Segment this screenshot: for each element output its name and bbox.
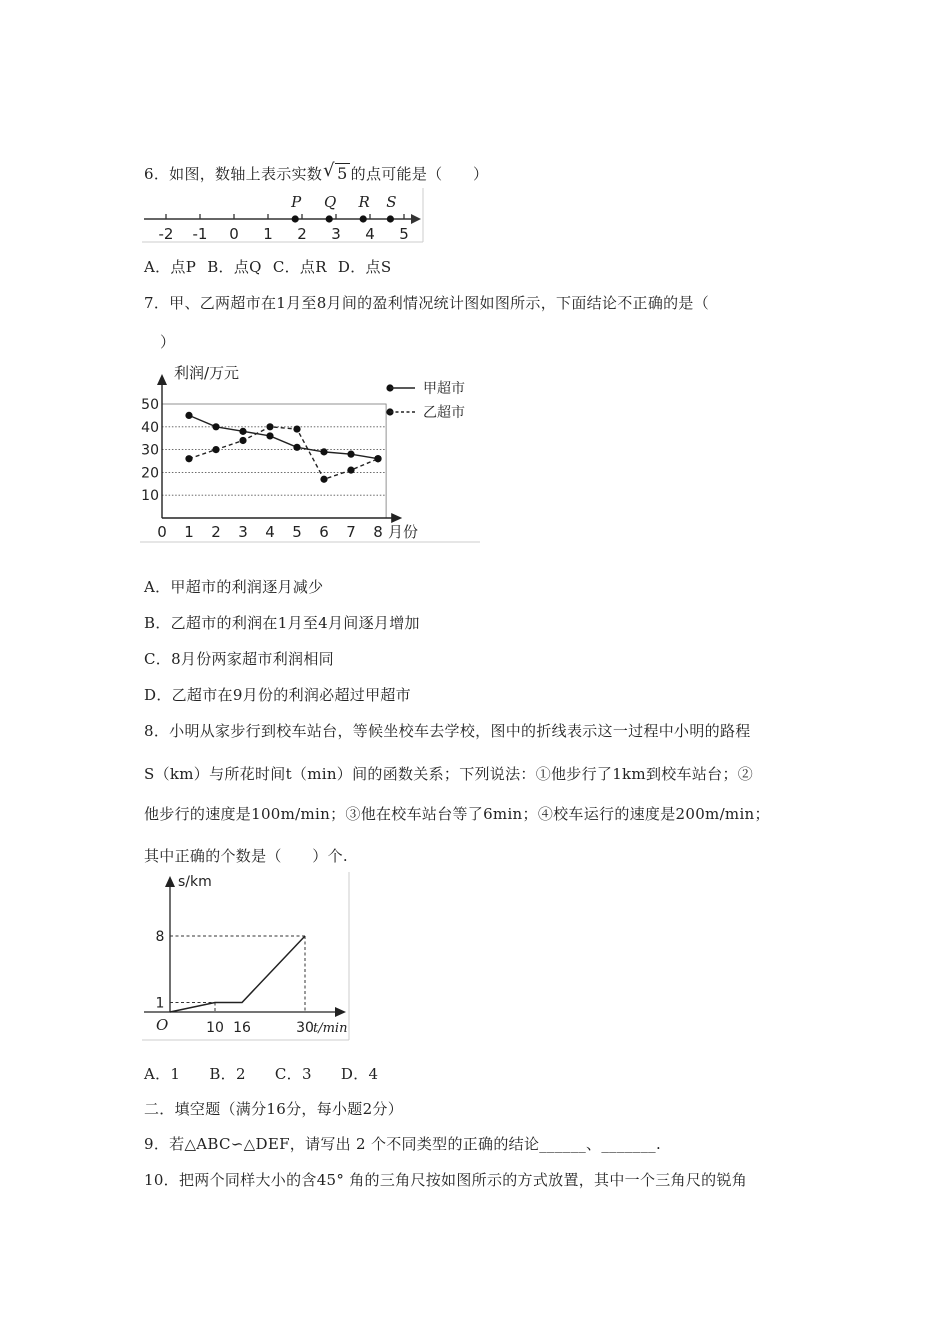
x-tick-label: 4 bbox=[265, 523, 275, 541]
q7-option-b[interactable]: B．乙超市的利润在1月至4月间逐月增加 bbox=[144, 614, 420, 632]
number-line-tick-label: 3 bbox=[331, 225, 341, 243]
graph-polyline bbox=[170, 936, 305, 1012]
chart-legend bbox=[386, 380, 465, 421]
series-point bbox=[212, 446, 219, 453]
series-point bbox=[185, 412, 192, 419]
q6-stem bbox=[144, 160, 489, 184]
q8-option-a[interactable]: A．1 bbox=[144, 1065, 181, 1083]
y-axis-arrow bbox=[157, 374, 167, 385]
graph-x-label: t/min bbox=[313, 1021, 348, 1036]
chart-gridlines bbox=[162, 404, 386, 518]
number-line-tick-label: 5 bbox=[399, 225, 409, 243]
legend-label: 乙超市 bbox=[423, 405, 465, 421]
series-point bbox=[320, 448, 327, 455]
q9-stem: 9．若△ABC∽△DEF，请写出 2 个不同类型的正确的结论______、_______. bbox=[144, 1135, 662, 1153]
series-point bbox=[239, 437, 246, 444]
chart-axes bbox=[157, 374, 402, 523]
q8-option-b[interactable]: B．2 bbox=[209, 1065, 246, 1083]
chart-tick-labels bbox=[141, 364, 418, 541]
series-point bbox=[185, 455, 192, 462]
graph-x-tick: 16 bbox=[233, 1020, 251, 1036]
x-tick-label: 6 bbox=[319, 523, 329, 541]
series-point bbox=[320, 476, 327, 483]
number-line-point-P bbox=[292, 215, 299, 222]
q6-options bbox=[144, 256, 397, 277]
graph-origin-label: O bbox=[156, 1016, 169, 1034]
graph-y-tick: 8 bbox=[155, 929, 165, 945]
distance-time-graph bbox=[140, 870, 355, 1042]
number-line-point-R bbox=[360, 215, 367, 222]
y-tick-label: 40 bbox=[141, 419, 159, 436]
q7-stem-line1: 7．甲、乙两超市在1月至8月间的盈利情况统计图如图所示，下面结论不正确的是（ bbox=[144, 294, 710, 312]
q6-prefix: 6．如图，数轴上表示实数 bbox=[144, 165, 323, 183]
profit-line-chart bbox=[140, 358, 490, 548]
distance-polyline bbox=[170, 936, 305, 1012]
q8-options bbox=[144, 1063, 378, 1084]
x-tick-label: 8 bbox=[373, 523, 383, 541]
x-tick-label: 7 bbox=[346, 523, 356, 541]
q8-stem-line2: S（km）与所花时间t（min）间的函数关系；下列说法：①他步行了1km到校车站台；② bbox=[144, 765, 754, 783]
graph-y-label: s/km bbox=[178, 874, 212, 890]
q8-option-d[interactable]: D．4 bbox=[340, 1065, 379, 1083]
number-line-tick-label: 1 bbox=[263, 225, 273, 243]
number-line-figure bbox=[140, 186, 430, 246]
legend-label: 甲超市 bbox=[423, 381, 465, 397]
number-line-tick-label: 0 bbox=[229, 225, 239, 243]
q6-suffix: 的点可能是（ ） bbox=[350, 165, 489, 183]
x-tick-label: 5 bbox=[292, 523, 302, 541]
number-line-points bbox=[290, 193, 396, 223]
number-line-point-label: R bbox=[358, 193, 370, 211]
series-point bbox=[266, 432, 273, 439]
x-tick-label: 2 bbox=[211, 523, 221, 541]
number-line-tick-label: -1 bbox=[192, 225, 208, 243]
q10-stem: 10．把两个同样大小的含45° 角的三角尺按如图所示的方式放置，其中一个三角尺的锐角 bbox=[144, 1171, 748, 1189]
number-line-tick-label: 4 bbox=[365, 225, 375, 243]
number-line-tick-label: -2 bbox=[158, 225, 174, 243]
graph-x-arrow bbox=[335, 1007, 346, 1017]
number-line-axis bbox=[144, 214, 421, 224]
q7-option-a[interactable]: A．甲超市的利润逐月减少 bbox=[144, 578, 324, 596]
y-tick-label: 10 bbox=[141, 488, 159, 505]
series-point bbox=[266, 423, 273, 430]
q6-option-b[interactable]: B．点Q bbox=[207, 258, 262, 276]
graph-frame bbox=[142, 872, 349, 1040]
number-line-point-S bbox=[387, 215, 394, 222]
y-tick-label: 30 bbox=[141, 442, 159, 459]
graph-axes bbox=[144, 876, 346, 1017]
series-point bbox=[212, 423, 219, 430]
graph-y-tick: 1 bbox=[155, 995, 165, 1012]
graph-dashed-guides bbox=[170, 936, 305, 1012]
x-axis-label: 月份 bbox=[388, 523, 419, 541]
graph-x-tick: 10 bbox=[206, 1020, 224, 1036]
series-point bbox=[374, 455, 381, 462]
number-line-point-label: S bbox=[386, 193, 397, 211]
radical-sign: √ bbox=[323, 160, 335, 181]
sqrt-radicand: 5 bbox=[337, 164, 348, 183]
x-tick-label: 3 bbox=[238, 523, 248, 541]
number-line-point-label: Q bbox=[324, 193, 337, 211]
y-tick-label: 20 bbox=[141, 465, 159, 482]
q8-stem-line3: 他步行的速度是100m/min；③他在校车站台等了6min；④校车运行的速度是200m/min； bbox=[144, 805, 770, 823]
series-point bbox=[293, 444, 300, 451]
x-tick-label: 0 bbox=[157, 523, 167, 541]
series-point bbox=[347, 451, 354, 458]
number-line-point-label: P bbox=[291, 193, 302, 211]
y-axis-label: 利润/万元 bbox=[174, 364, 240, 382]
series-point bbox=[347, 467, 354, 474]
plot-area-box bbox=[162, 404, 386, 518]
sqrt-expression bbox=[323, 160, 349, 183]
q8-stem-line1: 8．小明从家步行到校车站台，等候坐校车去学校，图中的折线表示这一过程中小明的路程 bbox=[144, 722, 751, 740]
graph-x-tick: 30 bbox=[296, 1020, 314, 1036]
q7-stem-line2: ） bbox=[160, 333, 176, 351]
q8-stem-line4: 其中正确的个数是（ ）个. bbox=[144, 847, 348, 865]
y-tick-label: 50 bbox=[141, 397, 159, 413]
number-line-point-Q bbox=[326, 215, 333, 222]
x-axis-arrow bbox=[391, 513, 402, 523]
q6-option-a[interactable]: A．点P bbox=[144, 258, 197, 276]
x-tick-label: 1 bbox=[184, 523, 194, 541]
series-point bbox=[293, 425, 300, 432]
graph-y-arrow bbox=[165, 876, 175, 887]
q8-option-c[interactable]: C．3 bbox=[274, 1065, 312, 1083]
q7-option-d[interactable]: D．乙超市在9月份的利润必超过甲超市 bbox=[144, 686, 411, 704]
number-line-tick-label: 2 bbox=[297, 225, 307, 243]
series-point bbox=[239, 428, 246, 435]
q6-option-d[interactable]: D．点S bbox=[337, 258, 392, 276]
q6-option-c[interactable]: C．点R bbox=[272, 258, 327, 276]
q7-option-c[interactable]: C．8月份两家超市利润相同 bbox=[144, 650, 334, 668]
section-2-heading: 二．填空题（满分16分，每小题2分） bbox=[144, 1100, 404, 1118]
